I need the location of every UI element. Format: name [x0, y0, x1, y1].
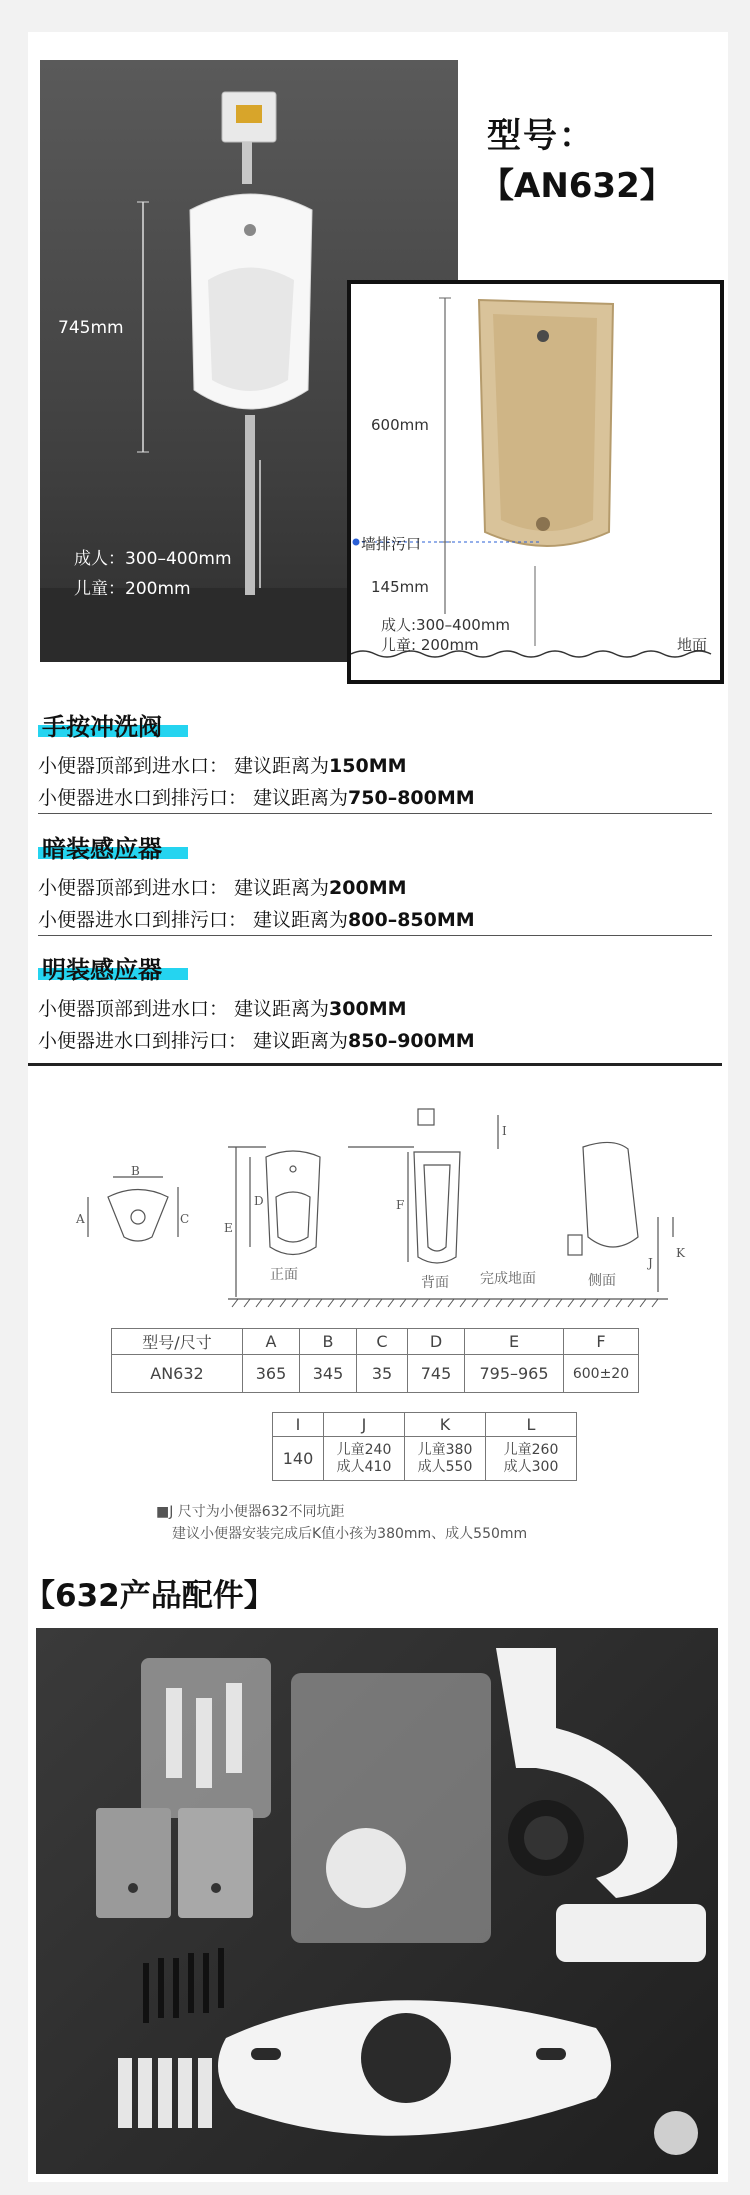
table-row: [273, 1437, 577, 1481]
model-value: 【AN632】: [480, 166, 674, 206]
dim-letter-b: B: [131, 1164, 140, 1178]
parts-photo: [36, 1628, 718, 2174]
table-header-cell: 型号/尺寸: [112, 1329, 243, 1355]
table-header-cell: K: [405, 1413, 486, 1437]
dim-letter-c: C: [180, 1212, 190, 1226]
section-line: 小便器进水口到排污口： 建议距离为800–850MM: [38, 909, 475, 931]
section-title: 暗装感应器: [42, 835, 162, 863]
height-label: 745mm: [58, 318, 124, 338]
adult-height-label: 成人：300–400mm: [74, 549, 232, 569]
divider: [38, 813, 712, 814]
side-view-label: 侧面: [588, 1273, 616, 1289]
table-header-cell: I: [273, 1413, 324, 1437]
table-cell: 365: [243, 1355, 300, 1393]
table-header-row: [112, 1329, 639, 1355]
floor-label: 完成地面: [480, 1271, 536, 1287]
table-cell: 795–965: [465, 1355, 564, 1393]
section-line: 小便器进水口到排污口： 建议距离为850–900MM: [38, 1030, 475, 1052]
dim-letter-a: A: [76, 1212, 85, 1226]
table-header-cell: B: [300, 1329, 357, 1355]
section-title: 明装感应器: [42, 956, 162, 984]
divider: [38, 935, 712, 936]
dim-letter-k: K: [676, 1246, 685, 1260]
back-view-label: 背面: [421, 1275, 449, 1291]
table-header-cell: J: [324, 1413, 405, 1437]
spec-table-main: [111, 1328, 639, 1393]
child-height-label: 儿童：200mm: [74, 579, 191, 599]
table-cell: 儿童260 成人300: [486, 1437, 577, 1481]
table-cell: 745: [408, 1355, 465, 1393]
installation-inset: [347, 280, 724, 684]
inset-600-label: 600mm: [371, 416, 429, 434]
dim-letter-e: E: [224, 1221, 233, 1235]
section-line: 小便器顶部到进水口： 建议距离为300MM: [38, 998, 407, 1020]
technical-drawing: [28, 1087, 728, 1357]
section-line: 小便器顶部到进水口： 建议距离为150MM: [38, 755, 407, 777]
spec-table-secondary: [272, 1412, 577, 1481]
table-cell: AN632: [112, 1355, 243, 1393]
table-row: [112, 1355, 639, 1393]
note-line: 建议小便器安装完成后K值小孩为380mm、成人550mm: [172, 1526, 528, 1542]
parts-illustration: [36, 1628, 718, 2174]
inset-drain-label: 墙排污口: [361, 535, 422, 553]
table-cell: 600±20: [564, 1355, 639, 1393]
parts-title: 【632产品配件】: [24, 1578, 275, 1614]
dim-letter-j: J: [648, 1256, 653, 1270]
table-cell: 儿童380 成人550: [405, 1437, 486, 1481]
dim-letter-f: F: [396, 1198, 405, 1212]
section-title: 手按冲洗阀: [42, 713, 162, 741]
table-header-cell: F: [564, 1329, 639, 1355]
dim-letter-i: I: [502, 1124, 507, 1138]
product-card: [24, 32, 728, 2182]
table-cell: 345: [300, 1355, 357, 1393]
table-header-cell: A: [243, 1329, 300, 1355]
inset-145-label: 145mm: [371, 578, 429, 596]
section-line: 小便器进水口到排污口： 建议距离为750–800MM: [38, 787, 475, 809]
table-cell: 35: [357, 1355, 408, 1393]
inset-child-label: 儿童: 200mm: [381, 636, 479, 654]
inset-adult-label: 成人:300–400mm: [381, 616, 511, 634]
front-view-label: 正面: [270, 1267, 298, 1283]
table-header-cell: C: [357, 1329, 408, 1355]
table-header-cell: L: [486, 1413, 577, 1437]
section-line: 小便器顶部到进水口： 建议距离为200MM: [38, 877, 407, 899]
dim-letter-d: D: [254, 1194, 264, 1208]
table-cell: 140: [273, 1437, 324, 1481]
inset-ground-label: 地面: [677, 636, 708, 654]
table-cell: 儿童240 成人410: [324, 1437, 405, 1481]
table-header-cell: E: [465, 1329, 564, 1355]
model-label: 型号：: [487, 116, 595, 156]
table-header-cell: D: [408, 1329, 465, 1355]
table-header-row: [273, 1413, 577, 1437]
thick-divider: [28, 1063, 722, 1066]
note-line: ■J 尺寸为小便器632不同坑距: [156, 1504, 345, 1520]
